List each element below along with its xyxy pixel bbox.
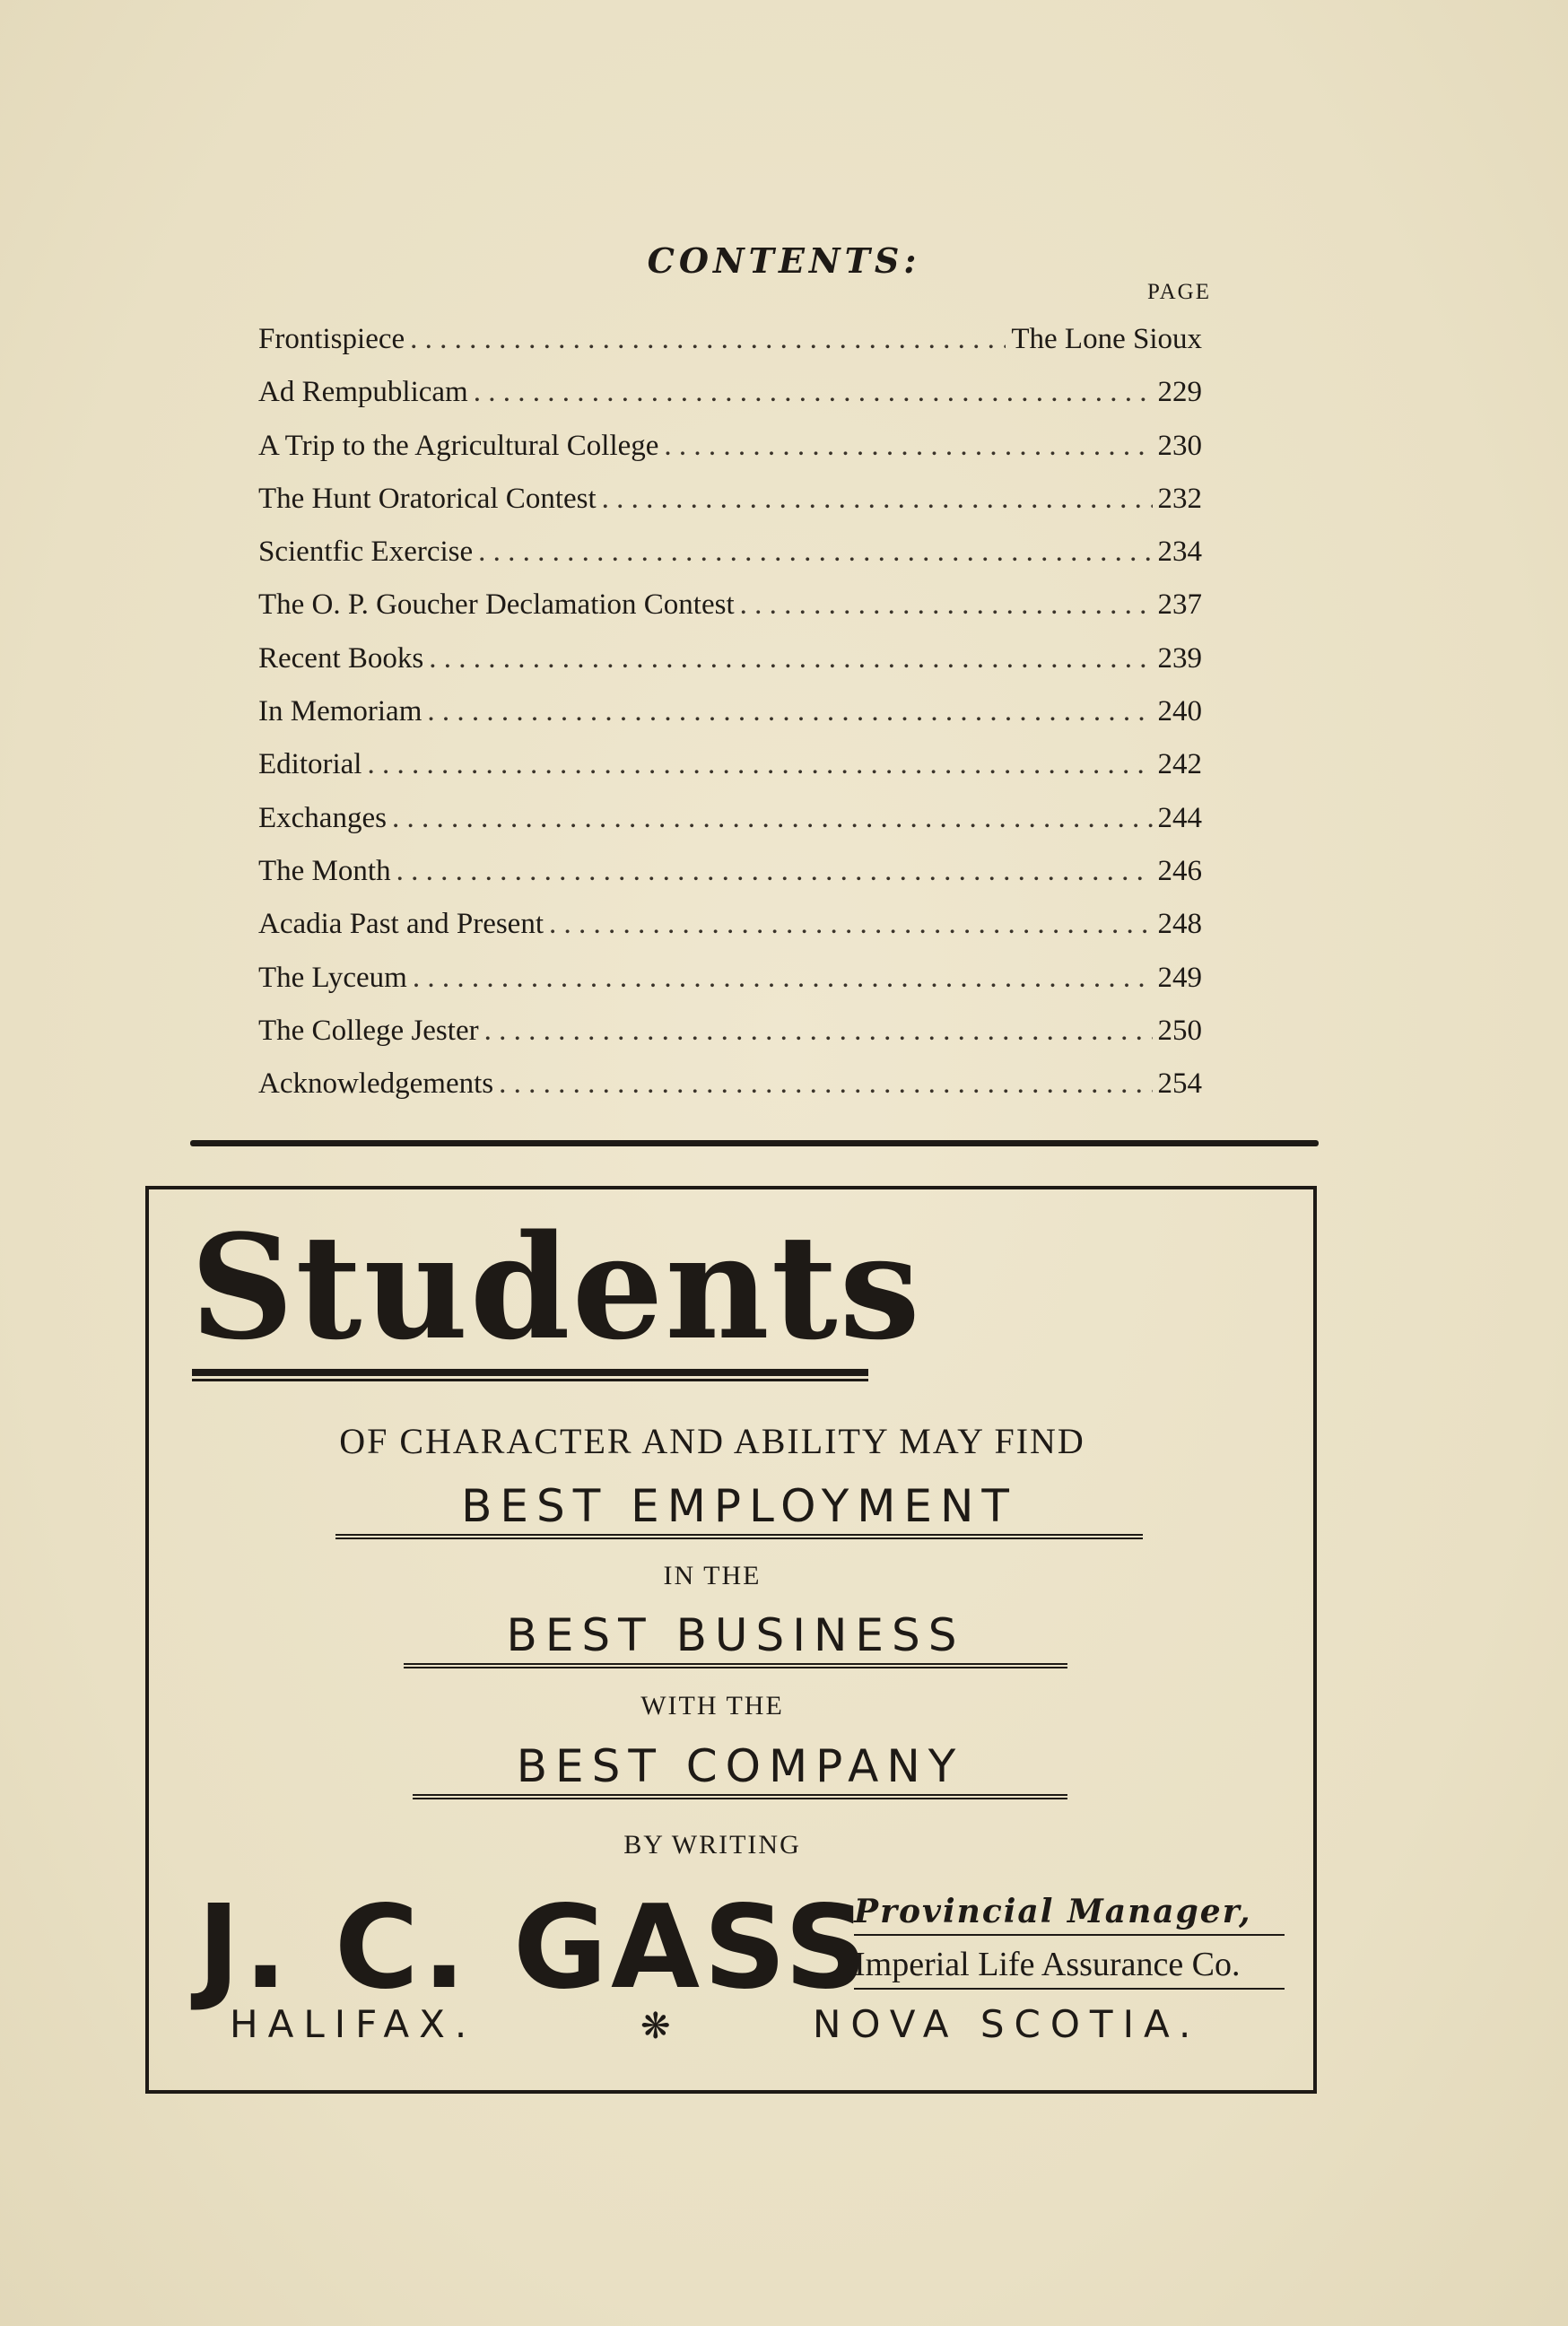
toc-entry: [258, 536, 1202, 588]
toc-leader-dots: [427, 695, 1152, 728]
toc-leader-dots: [396, 855, 1153, 888]
toc-leader-dots: [392, 802, 1153, 835]
toc-entry-title: Editorial: [258, 748, 362, 781]
toc-entry: [258, 430, 1202, 483]
toc-leader-dots: [549, 908, 1153, 941]
toc-entry-title: A Trip to the Agricultural College: [258, 429, 659, 462]
toc-leader-dots: [602, 483, 1153, 516]
table-of-contents: [258, 323, 1202, 1120]
toc-entry-page: 232: [1157, 482, 1202, 515]
toc-leader-dots: [664, 430, 1152, 463]
toc-entry-title: In Memoriam: [258, 695, 422, 728]
toc-leader-dots: [474, 376, 1153, 409]
divider-rule: [190, 1140, 1319, 1146]
ad-headline: Students: [190, 1203, 922, 1372]
toc-entry-page: 244: [1157, 801, 1202, 834]
headline-underline: [192, 1369, 868, 1381]
toc-entry: [258, 962, 1202, 1015]
ornament-icon: ❋: [640, 2006, 671, 2047]
province: NOVA SCOTIA.: [813, 2002, 1201, 2046]
toc-entry-page: 230: [1157, 429, 1202, 462]
toc-entry-title: The College Jester: [258, 1014, 479, 1047]
toc-entry-title: The O. P. Goucher Declamation Contest: [258, 588, 735, 622]
toc-entry: [258, 908, 1202, 961]
toc-leader-dots: [410, 323, 1006, 356]
toc-entry: [258, 855, 1202, 908]
toc-entry-title: The Month: [258, 854, 391, 887]
toc-entry-title: The Lyceum: [258, 961, 407, 994]
best-business: BEST BUSINESS: [404, 1609, 1067, 1668]
toc-entry: [258, 1015, 1202, 1067]
toc-entry-page: 249: [1157, 961, 1202, 994]
toc-entry: [258, 323, 1202, 376]
toc-leader-dots: [413, 962, 1153, 995]
contents-title: CONTENTS:: [647, 240, 921, 281]
ad-line-in-the: IN THE: [663, 1561, 762, 1590]
toc-entry-page: 239: [1157, 641, 1202, 675]
toc-leader-dots: [740, 588, 1153, 622]
toc-entry-title: Acadia Past and Present: [258, 908, 544, 941]
toc-entry-page: 242: [1157, 748, 1202, 781]
city: HALIFAX.: [230, 2002, 477, 2046]
ad-line-by-writing: BY WRITING: [623, 1830, 801, 1860]
page-column-label: PAGE: [1147, 280, 1211, 304]
toc-entry-title: Ad Rempublicam: [258, 376, 468, 409]
toc-entry-title: Frontispiece: [258, 323, 405, 355]
toc-entry: [258, 483, 1202, 536]
toc-entry: [258, 748, 1202, 801]
toc-entry-page: 229: [1157, 376, 1202, 409]
best-employment: BEST EMPLOYMENT: [335, 1480, 1143, 1539]
toc-entry: [258, 1067, 1202, 1120]
ad-line-character: OF CHARACTER AND ABILITY MAY FIND: [339, 1421, 1085, 1461]
toc-leader-dots: [367, 748, 1152, 781]
advertiser-role: Provincial Manager,: [854, 1893, 1285, 1936]
toc-entry: [258, 802, 1202, 855]
toc-entry-title: Acknowledgements: [258, 1067, 494, 1101]
toc-leader-dots: [499, 1067, 1152, 1101]
toc-entry: [258, 376, 1202, 429]
toc-entry-page: 254: [1157, 1067, 1202, 1101]
toc-leader-dots: [429, 642, 1152, 675]
best-company: BEST COMPANY: [413, 1740, 1067, 1799]
toc-entry-page: The Lone Sioux: [1011, 323, 1202, 355]
toc-leader-dots: [478, 536, 1152, 569]
toc-entry-title: Exchanges: [258, 801, 387, 834]
toc-entry-page: 250: [1157, 1014, 1202, 1047]
toc-entry-page: 237: [1157, 588, 1202, 622]
toc-leader-dots: [484, 1015, 1153, 1048]
toc-entry-title: Recent Books: [258, 641, 424, 675]
toc-entry-page: 240: [1157, 695, 1202, 728]
toc-entry-page: 234: [1157, 536, 1202, 569]
toc-entry-page: 246: [1157, 854, 1202, 887]
ad-line-with-the: WITH THE: [640, 1691, 784, 1721]
toc-entry-title: Scientfic Exercise: [258, 536, 474, 569]
advertiser-name: J. C. GASS: [197, 1881, 871, 2015]
toc-entry-title: The Hunt Oratorical Contest: [258, 482, 597, 515]
toc-entry: [258, 588, 1202, 641]
advertiser-company: Imperial Life Assurance Co.: [854, 1945, 1285, 1990]
toc-entry: [258, 642, 1202, 695]
toc-entry: [258, 695, 1202, 748]
toc-entry-page: 248: [1157, 908, 1202, 941]
